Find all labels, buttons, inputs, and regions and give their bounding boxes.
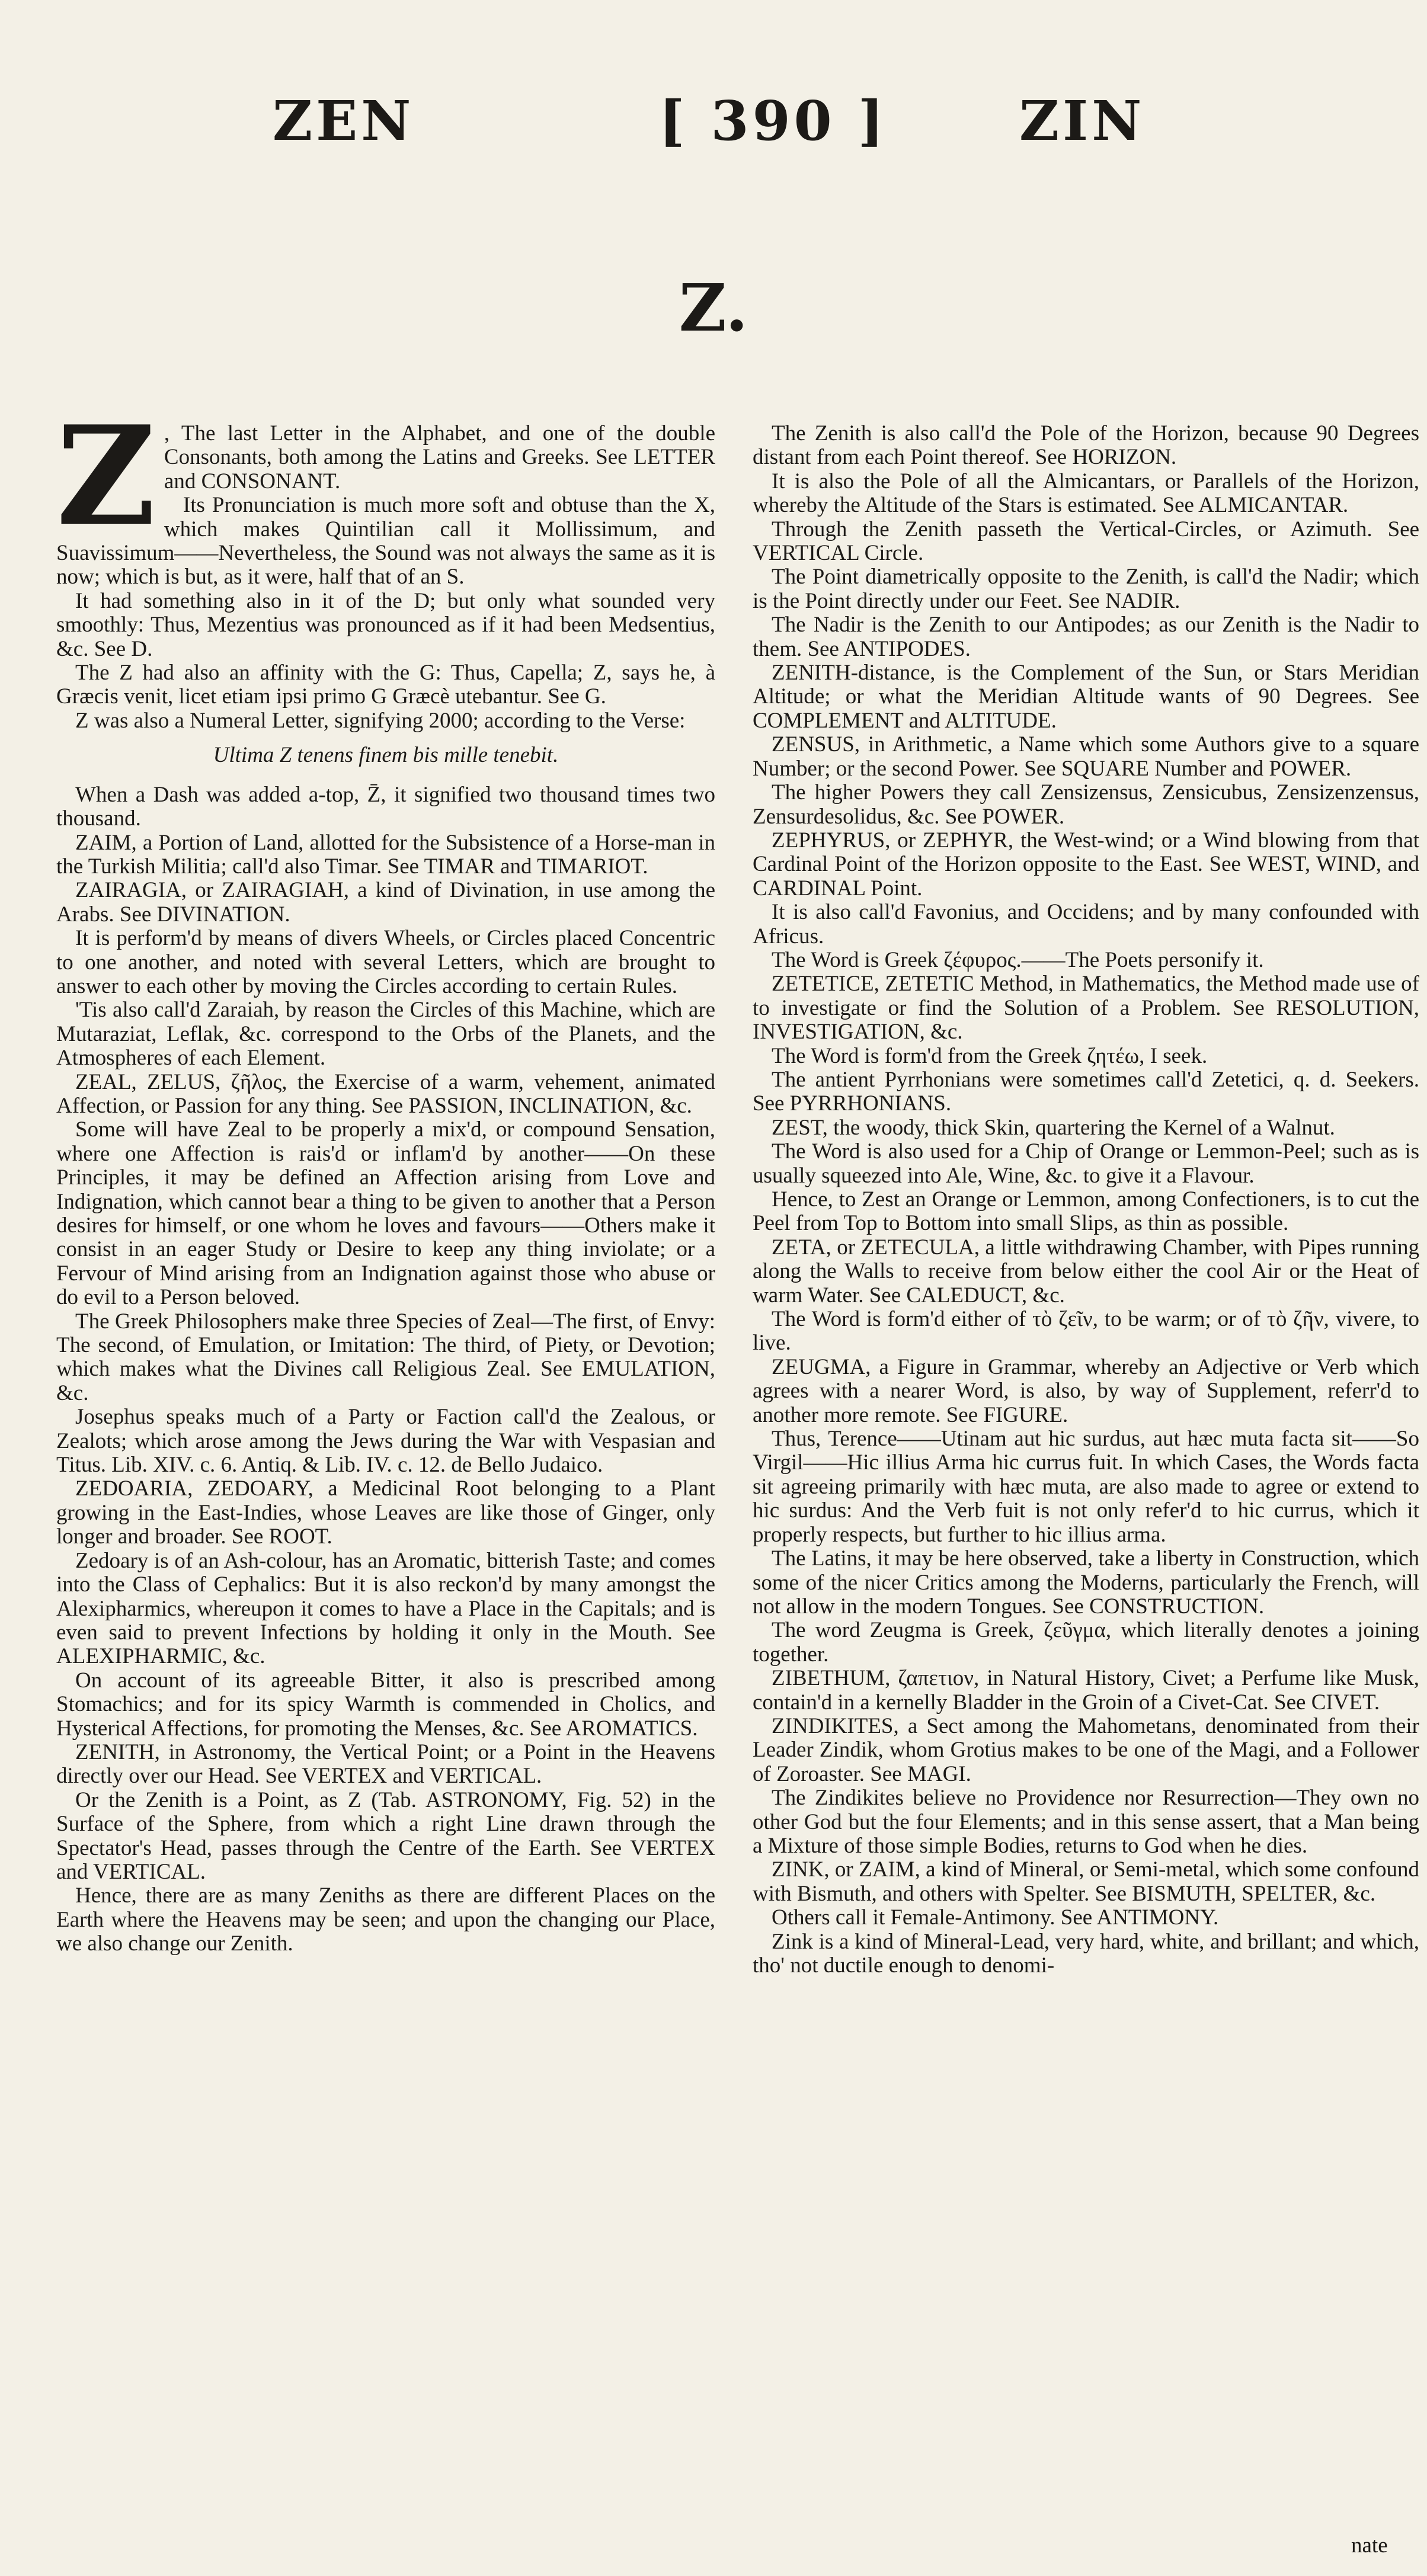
paragraph: Z was also a Numeral Letter, signifying 2000; according to the Verse: xyxy=(75,708,686,733)
entry-zeugma: ZEUGMA, a Figure in Grammar, whereby an Adjective or Verb which agrees with a nearer Word, is also, by way of Supplement, referr'd to another more remote. See FIGURE. xyxy=(753,1354,1419,1427)
entry-zenith-distance: ZENITH-distance, is the Complement of the Sun, or Stars Meridian Altitude; or what the Meridian Altitude wants of 90 Degrees. See COMPLEMENT and ALTITUDE. xyxy=(753,661,1419,733)
entry-zibethum: ZIBETHUM, ζαπετιον, in Natural History, Civet; a Perfume like Musk, contain'd in a kernelly Bladder in the Groin of a Civet-Cat. See CIVET. xyxy=(753,1666,1419,1715)
paragraph: Hence, to Zest an Orange or Lemmon, among Confectioners, is to cut the Peel from Top to Bottom into small Slips, as thin as possible. xyxy=(753,1187,1419,1236)
paragraph: The higher Powers they call Zensizensus, Zensicubus, Zensizenzensus, Zensurdesolidus, &c. See POWER. xyxy=(753,780,1419,829)
paragraph: The Latins, it may be here observed, take a liberty in Construction, which some of the nicer Critics among the Moderns, particularly the French, will not allow in the modern Tongues. See CONSTRUCTION. xyxy=(753,1546,1419,1619)
paragraph: Or the Zenith is a Point, as Z (Tab. ASTRONOMY, Fig. 52) in the Surface of the Sphere, from which a right Line drawn through the Spectator's Head, passes through the Centre of the Earth. See VERTEX and VERTICAL. xyxy=(56,1787,715,1884)
paragraph: The Greek Philosophers make three Species of Zeal—The first, of Envy: The second, of Emulation, or Imitation: The third, of Piety, or Devotion; which makes what the Divines call Religious Zeal. See EMULATION, &c. xyxy=(56,1309,715,1405)
entry-text: , The last Letter in the Alphabet, and one of the double Consonants, both among the Latins and Greeks. See LETTER and CONSONANT. xyxy=(164,422,715,494)
paragraph: It is perform'd by means of divers Wheels, or Circles placed Concentric to one another, and noted with several Letters, which are brought to answer to each other by moving the Circles according to certain Rules. xyxy=(56,926,715,998)
entry-zink: ZINK, or ZAIM, a kind of Mineral, or Semi-metal, which some confound with Bismuth, and others with Spelter. See BISMUTH, SPELTER, &c. xyxy=(753,1857,1419,1906)
drop-cap: Z xyxy=(56,422,156,556)
left-column xyxy=(56,422,715,2531)
paragraph: When a Dash was added a-top, Z̄, it signified two thousand times two thousand. xyxy=(56,782,715,831)
page-number: [ 390 ] xyxy=(659,89,888,153)
paragraph: 'Tis also call'd Zaraiah, by reason the Circles of this Machine, which are Mutaraziat, Leflak, &c. correspond to the Orbs of the Planets, and the Atmospheres of each Element. xyxy=(56,998,715,1071)
latin-verse: Ultima Z tenens finem bis mille tenebit. xyxy=(213,743,559,768)
paragraph: The Word is form'd from the Greek ζητέω, I seek. xyxy=(772,1043,1208,1068)
paragraph: The Zenith is also call'd the Pole of the Horizon, because 90 Degrees distant from each Point thereof. See HORIZON. xyxy=(753,422,1419,470)
paragraph: The Word is form'd either of τὸ ζεῖν, to be warm; or of τὸ ζῆν, vivere, to live. xyxy=(753,1307,1419,1356)
entry-zedoaria: ZEDOARIA, ZEDOARY, a Medicinal Root belonging to a Plant growing in the East-Indies, whose Leaves are like those of Ginger, only longer and broader. See ROOT. xyxy=(56,1476,715,1549)
running-head-right: ZIN xyxy=(1019,89,1146,153)
paragraph: Its Pronunciation is much more soft and obtuse than the X, which makes Quintilian call it Mollissimum, and Suavissimum——Nevertheless, the Sound was not always the same as it is now; which is but, as it were, half that of an S. xyxy=(56,493,715,589)
paragraph: The antient Pyrrhonians were sometimes call'd Zetetici, q. d. Seekers. See PYRRHONIANS. xyxy=(753,1067,1419,1116)
paragraph: On account of its agreeable Bitter, it also is prescribed among Stomachics; and for its spicy Warmth is commended in Cholics, and Hysterical Affections, for promoting the Menses, &c. See AROMATICS. xyxy=(56,1668,715,1741)
entry-zeta: ZETA, or ZETECULA, a little withdrawing Chamber, with Pipes running along the Walls to receive from below either the cool Air or the Heat of warm Water. See CALEDUCT, &c. xyxy=(753,1235,1419,1308)
paragraph: It is also call'd Favonius, and Occidens; and by many confounded with Africus. xyxy=(753,900,1419,949)
catchword: nate xyxy=(1351,2533,1388,2558)
paragraph: It had something also in it of the D; but only what sounded very smoothly: Thus, Mezentius was pronounced as if it had been Medsentius, &c. See D. xyxy=(56,588,715,661)
entry-zetetice: ZETETICE, ZETETIC Method, in Mathematics, the Method made use of to investigate or find the Solution of a Problem. See RESOLUTION, INVESTIGATION, &c. xyxy=(753,972,1419,1045)
paragraph: It is also the Pole of all the Almicantars, or Parallels of the Horizon, whereby the Altitude of the Stars is estimated. See ALMICANTAR. xyxy=(753,469,1419,518)
paragraph: Hence, there are as many Zeniths as there are different Places on the Earth where the Heavens may be seen; and upon the changing our Place, we also change our Zenith. xyxy=(56,1883,715,1956)
paragraph: The Point diametrically opposite to the Zenith, is call'd the Nadir; which is the Point directly under our Feet. See NADIR. xyxy=(753,565,1419,613)
paragraph: The Word is also used for a Chip of Orange or Lemmon-Peel; such as is usually squeezed into Ale, Wine, &c. to give it a Flavour. xyxy=(753,1139,1419,1188)
entry-zaim: ZAIM, a Portion of Land, allotted for the Subsistence of a Horse-man in the Turkish Militia; call'd also Timar. See TIMAR and TIMARIOT. xyxy=(56,830,715,879)
paragraph: Through the Zenith passeth the Vertical-Circles, or Azimuth. See VERTICAL Circle. xyxy=(753,517,1419,566)
entry-zenith: ZENITH, in Astronomy, the Vertical Point; or a Point in the Heavens directly over our Head. See VERTEX and VERTICAL. xyxy=(56,1739,715,1789)
paragraph: The Nadir is the Zenith to our Antipodes; as our Zenith is the Nadir to them. See ANTIPODES. xyxy=(753,613,1419,661)
paragraph: Others call it Female-Antimony. See ANTIMONY. xyxy=(772,1905,1219,1930)
running-head-left: ZEN xyxy=(273,89,415,153)
paragraph: The word Zeugma is Greek, ζεῦγμα, which literally denotes a joining together. xyxy=(753,1618,1419,1667)
right-column xyxy=(753,422,1419,2531)
paragraph: The Z had also an affinity with the G: Thus, Capella; Z, says he, à Græcis venit, licet etiam ipsi primo G Græcè utebantur. See G. xyxy=(56,661,715,709)
paragraph: Josephus speaks much of a Party or Faction call'd the Zealous, or Zealots; which arose among the Jews during the War with Vespasian and Titus. Lib. XIV. c. 6. Antiq. & Lib. IV. c. 12. de Bello Judaico. xyxy=(56,1405,715,1478)
entry-zairagia: ZAIRAGIA, or ZAIRAGIAH, a kind of Divination, in use among the Arabs. See DIVINATION. xyxy=(56,878,715,927)
entry-zest: ZEST, the woody, thick Skin, quartering the Kernel of a Walnut. xyxy=(772,1115,1335,1140)
section-letter: Z. xyxy=(679,270,748,346)
paragraph: Zink is a kind of Mineral-Lead, very hard, white, and brillant; and which, tho' not ductile enough to denomi- xyxy=(753,1929,1419,1978)
entry-zensus: ZENSUS, in Arithmetic, a Name which some Authors give to a square Number; or the second Power. See SQUARE Number and POWER. xyxy=(753,732,1419,781)
paragraph: Thus, Terence——Utinam aut hic surdus, aut hæc muta facta sit——So Virgil——Hic illius Arma hic currus fuit. In which Cases, the Words facta sit agreeing primarily with hæc muta, are also made to agree or extend to hic surdus: And the Verb fuit is not only refer'd to hic currus, which it properly respects, but further to hic illius arma. xyxy=(753,1427,1419,1547)
entry-zeal: ZEAL, ZELUS, ζῆλος, the Exercise of a warm, vehement, animated Affection, or Passion for any thing. See PASSION, INCLINATION, &c. xyxy=(56,1069,715,1118)
paragraph: Some will have Zeal to be properly a mix'd, or compound Sensation, where one Affection is rais'd or inflam'd by another——On these Principles, it may be defined an Affection arising from Love and Indignation, which cannot bear a thing to be given to another that a Person desires for himself, or one whom he loves and favours——Others make it consist in an eager Study or Desire to keep any thing inviolate; or a Fervour of Mind arising from an Indignation against those who abuse or do evil to a Person beloved. xyxy=(56,1117,715,1310)
paragraph: The Zindikites believe no Providence nor Resurrection—They own no other God but the four Elements; and in this sense assert, that a Man being a Mixture of those simple Bodies, returns to God when he dies. xyxy=(753,1786,1419,1858)
paragraph: Zedoary is of an Ash-colour, has an Aromatic, bitterish Taste; and comes into the Class of Cephalics: But it is also reckon'd by many amongst the Alexipharmics, whereupon it comes to have a Place in the Capitals; and is even said to prevent Infections by holding it only in the Mouth. See ALEXIPHARMIC, &c. xyxy=(56,1548,715,1669)
entry-zephyrus: ZEPHYRUS, or ZEPHYR, the West-wind; or a Wind blowing from that Cardinal Point of the Horizon opposite to the East. See WEST, WIND, and CARDINAL Point. xyxy=(753,828,1419,901)
entry-zindikites: ZINDIKITES, a Sect among the Mahometans, denominated from their Leader Zindik, whom Grotius makes to be one of the Magi, and a Follower of Zoroaster. See MAGI. xyxy=(753,1713,1419,1786)
paragraph: The Word is Greek ζέφυρος.——The Poets personify it. xyxy=(772,947,1264,972)
